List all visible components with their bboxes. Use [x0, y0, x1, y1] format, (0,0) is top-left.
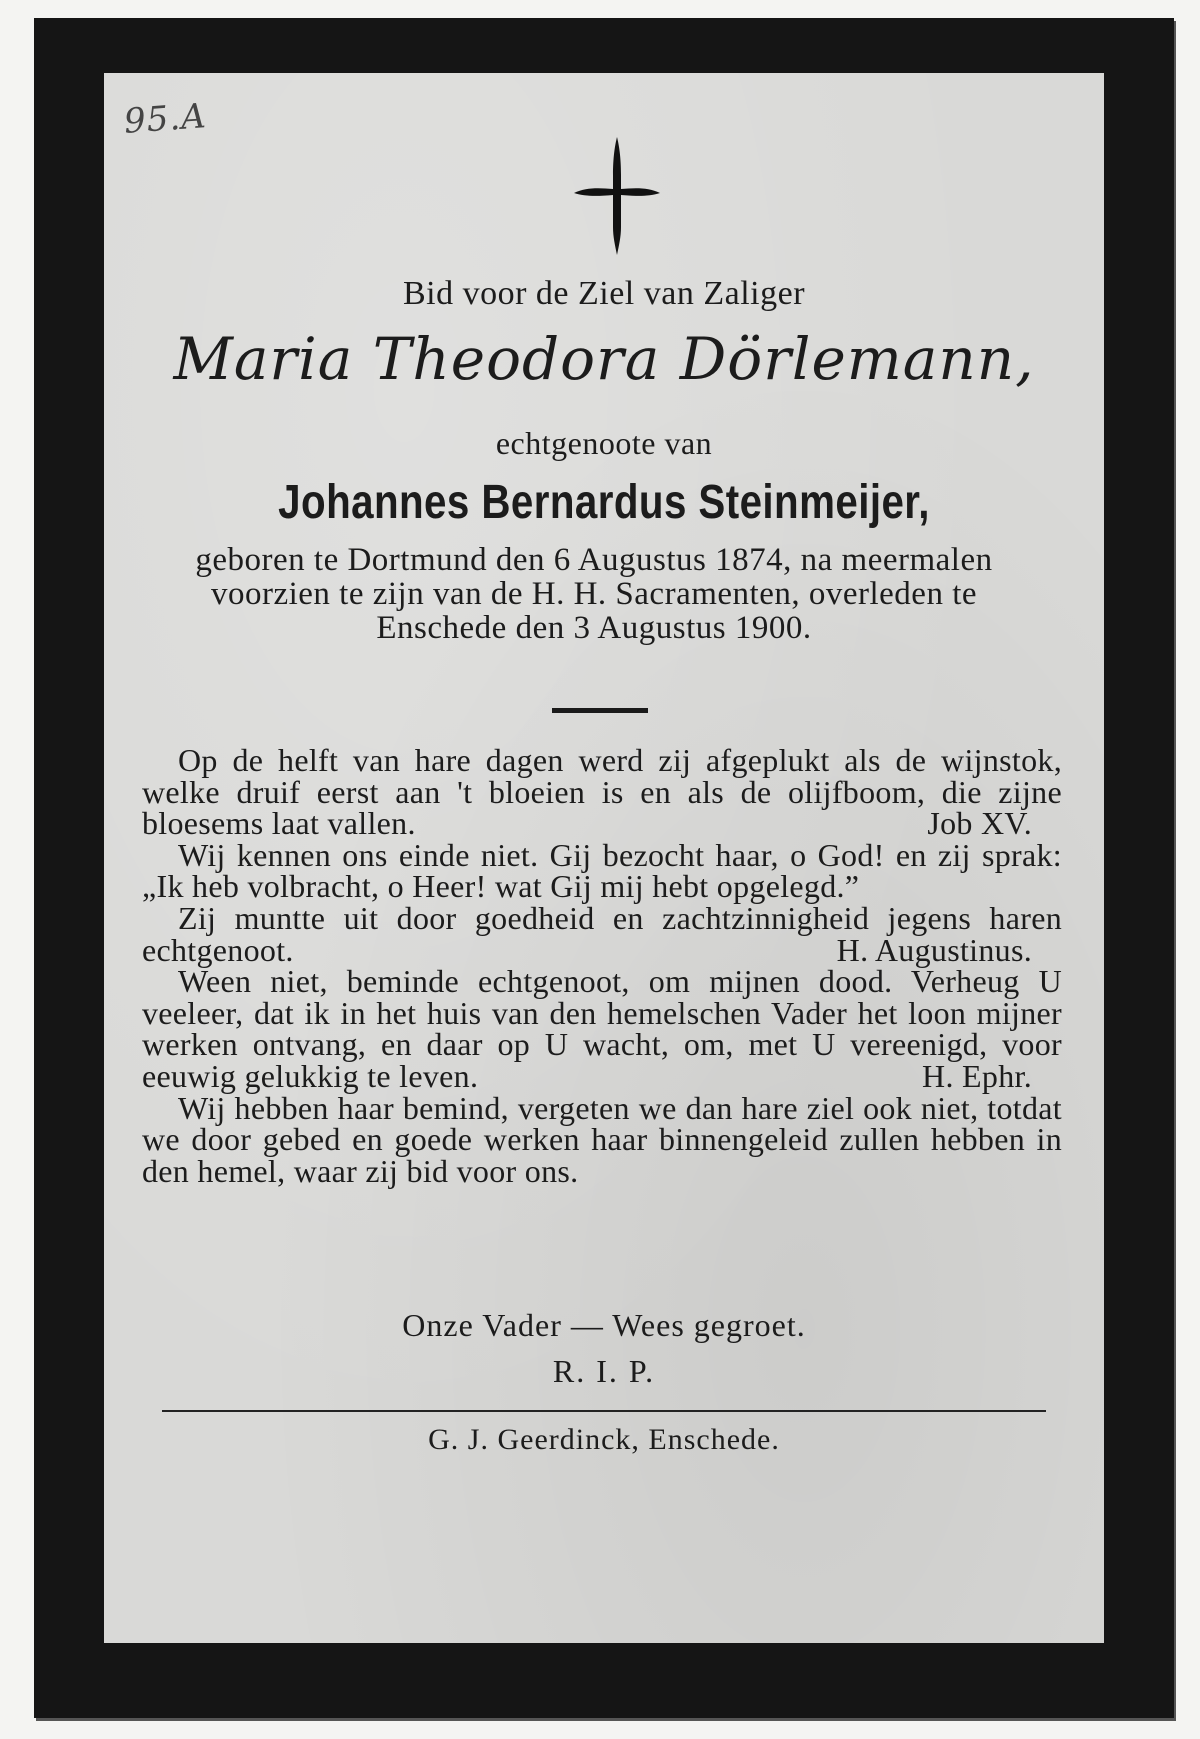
passage-citation: H. Augustinus.	[836, 931, 1032, 968]
passage-citation: H. Ephr.	[922, 1057, 1032, 1094]
passage-remembrance	[142, 1089, 1062, 1189]
memorial-card	[34, 18, 1174, 1718]
footer-rule	[162, 1410, 1046, 1412]
passage-text: Op de helft van hare dagen werd zij afgeplukt als de wijnstok, welke druif eerst aan 't bloeien is en als de olijfboom, die zijne bloesems laat vallen.	[142, 742, 1062, 842]
cross-icon	[572, 137, 662, 255]
catalog-mark: 95.A	[122, 96, 208, 142]
passage-text: Ween niet, beminde echtgenoot, om mijnen dood. Verheug U veeleer, dat ik in het huis van den hemelschen Vader het loon mijner werken ontvang, en daar op U wacht, om, met U vereenigd, voor eeuwig gelukkig te leven.	[142, 963, 1062, 1094]
passage-text: Zij muntte uit door goedheid en zachtzinnigheid jegens haren echtgenoot.	[142, 899, 1062, 968]
passage-augustinus	[142, 899, 1062, 968]
heading-text: Bid voor de Ziel van Zaliger	[402, 275, 806, 312]
scripture-passages	[142, 742, 1062, 1189]
passage-citation: Job XV.	[927, 805, 1032, 842]
birth-death-text: geboren te Dortmund den 6 Augustus 1874, na meermalen voorzien te zijn van de H. H. Sacramenten, overleden te Enschede den 3 Augustus 1900.	[195, 542, 993, 646]
printer-credit: G. J. Geerdinck, Enschede.	[428, 1423, 780, 1456]
card-paper	[104, 73, 1104, 1643]
passage-text: Wij hebben haar bemind, vergeten we dan hare ziel ook niet, totdat we door gebed en goede werken haar binnengeleid zullen hebben in den hemel, waar zij bid voor ons.	[142, 1089, 1062, 1189]
prayer-text: Onze Vader — Wees gegroet.	[402, 1307, 806, 1343]
divider-line	[552, 708, 648, 713]
passage-text: Wij kennen ons einde niet. Gij bezocht haar, o God! en zij sprak: „Ik heb volbracht, o Heer! wat Gij mij hebt opgelegd.”	[142, 836, 1062, 905]
deceased-name: Maria Theodora Dörlemann,	[173, 325, 1035, 393]
spouse-intro: echtgenoote van	[495, 425, 713, 461]
passage-job	[142, 742, 1062, 842]
passage-god	[142, 836, 1062, 905]
rip-text: R. I. P.	[552, 1353, 656, 1389]
spouse-name: Johannes Bernardus Steinmeijer,	[278, 476, 930, 529]
passage-ephr	[142, 963, 1062, 1094]
